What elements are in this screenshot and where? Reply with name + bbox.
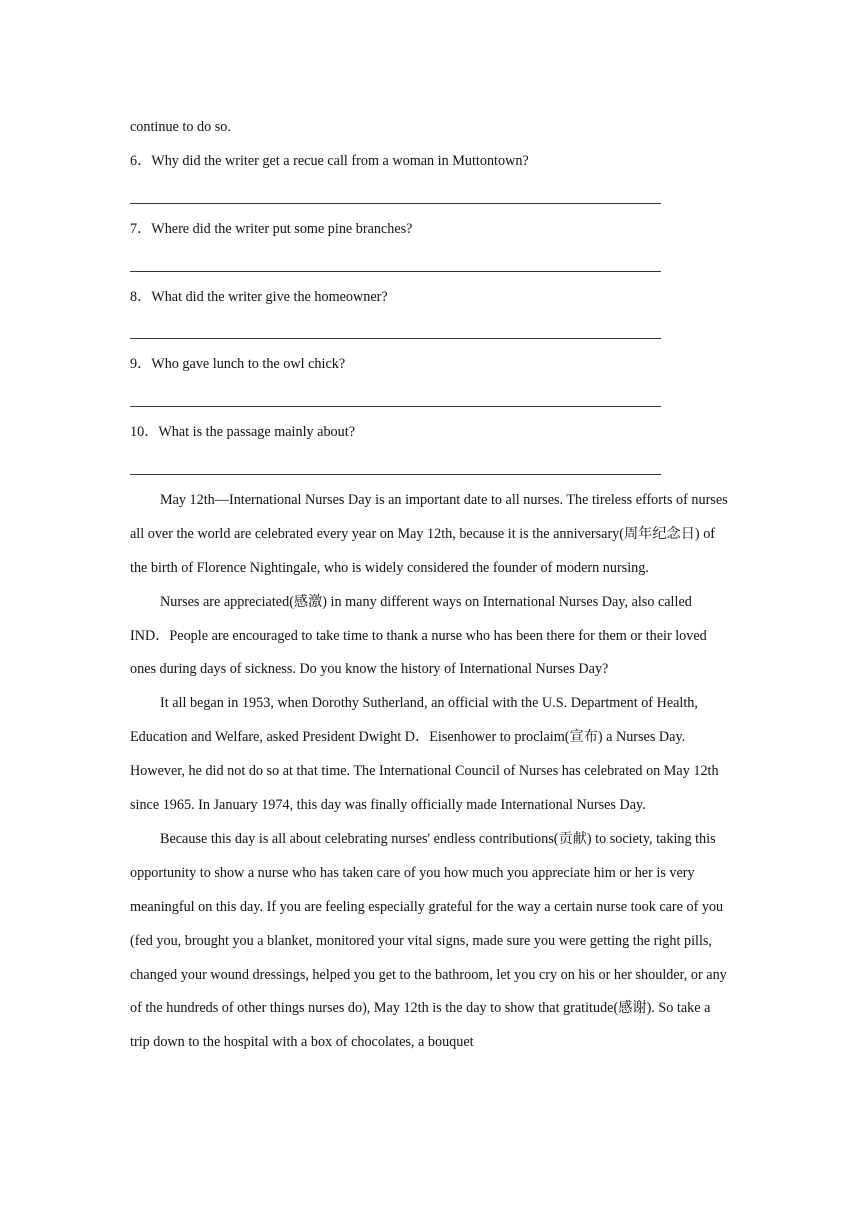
question-item bbox=[130, 348, 730, 382]
passage-paragraph: It all began in 1953, when Dorothy Sutherland, an official with the U.S. Department of Health, Education and Welfare, asked President Dwight D．Eisenhower to proclaim(宣布) a Nurses Day. However, he did not do so at that time. The International Council of Nurses has celebrated on May 12th since 1965. In January 1974, this day was finally officially made International Nurses Day. bbox=[130, 695, 719, 814]
question-item bbox=[130, 213, 730, 247]
answer-line[interactable] bbox=[130, 450, 730, 484]
question-number: 10． bbox=[130, 424, 159, 441]
question-item bbox=[130, 416, 730, 450]
question-number: 6． bbox=[130, 152, 152, 169]
question-item bbox=[130, 281, 730, 315]
answer-line[interactable] bbox=[130, 382, 730, 416]
answer-line[interactable] bbox=[130, 314, 730, 348]
question-item bbox=[130, 145, 730, 179]
question-text: What did the writer give the homeowner? bbox=[151, 288, 388, 305]
passage-paragraph: Because this day is all about celebrating nurses' endless contributions(贡献) to society, taking this opportunity to show a nurse who has taken care of you how much you appreciate him or her is very meaningful on this day. If you are feeling especially grateful for the way a certain nurse took care of you (fed you, brought you a blanket, monitored your vital signs, made sure you were getting the right pills, changed your wound dressings, helped you get to the bathroom, let you cry on his or her shoulder, or any of the hundreds of other things nurses do), May 12th is the day to show that gratitude(感谢). So take a trip down to the hospital with a box of chocolates, a bouquet bbox=[130, 830, 727, 1051]
question-text: Why did the writer get a recue call from a woman in Muttontown? bbox=[151, 152, 529, 169]
answer-line[interactable] bbox=[130, 247, 730, 281]
question-number: 7． bbox=[130, 220, 152, 237]
question-text: Where did the writer put some pine branches? bbox=[151, 220, 413, 237]
question-number: 9． bbox=[130, 356, 152, 373]
passage bbox=[130, 484, 730, 1060]
question-text: Who gave lunch to the owl chick? bbox=[151, 356, 346, 373]
passage-paragraph: Nurses are appreciated(感激) in many different ways on International Nurses Day, also called IND．People are encouraged to take time to thank a nurse who has been there for them or their loved ones during days of sickness. Do you know the history of International Nurses Day? bbox=[130, 593, 707, 678]
question-block bbox=[130, 145, 730, 484]
document-page bbox=[130, 111, 730, 1060]
continued-line: continue to do so. bbox=[130, 119, 231, 135]
question-number: 8． bbox=[130, 288, 152, 305]
question-text: What is the passage mainly about? bbox=[158, 424, 355, 441]
answer-line[interactable] bbox=[130, 179, 730, 213]
passage-paragraph: May 12th—International Nurses Day is an important date to all nurses. The tireless efforts of nurses all over the world are celebrated every year on May 12th, because it is the anniversary(周年纪念日) of the birth of Florence Nightingale, who is widely considered the founder of modern nursing. bbox=[130, 491, 728, 576]
